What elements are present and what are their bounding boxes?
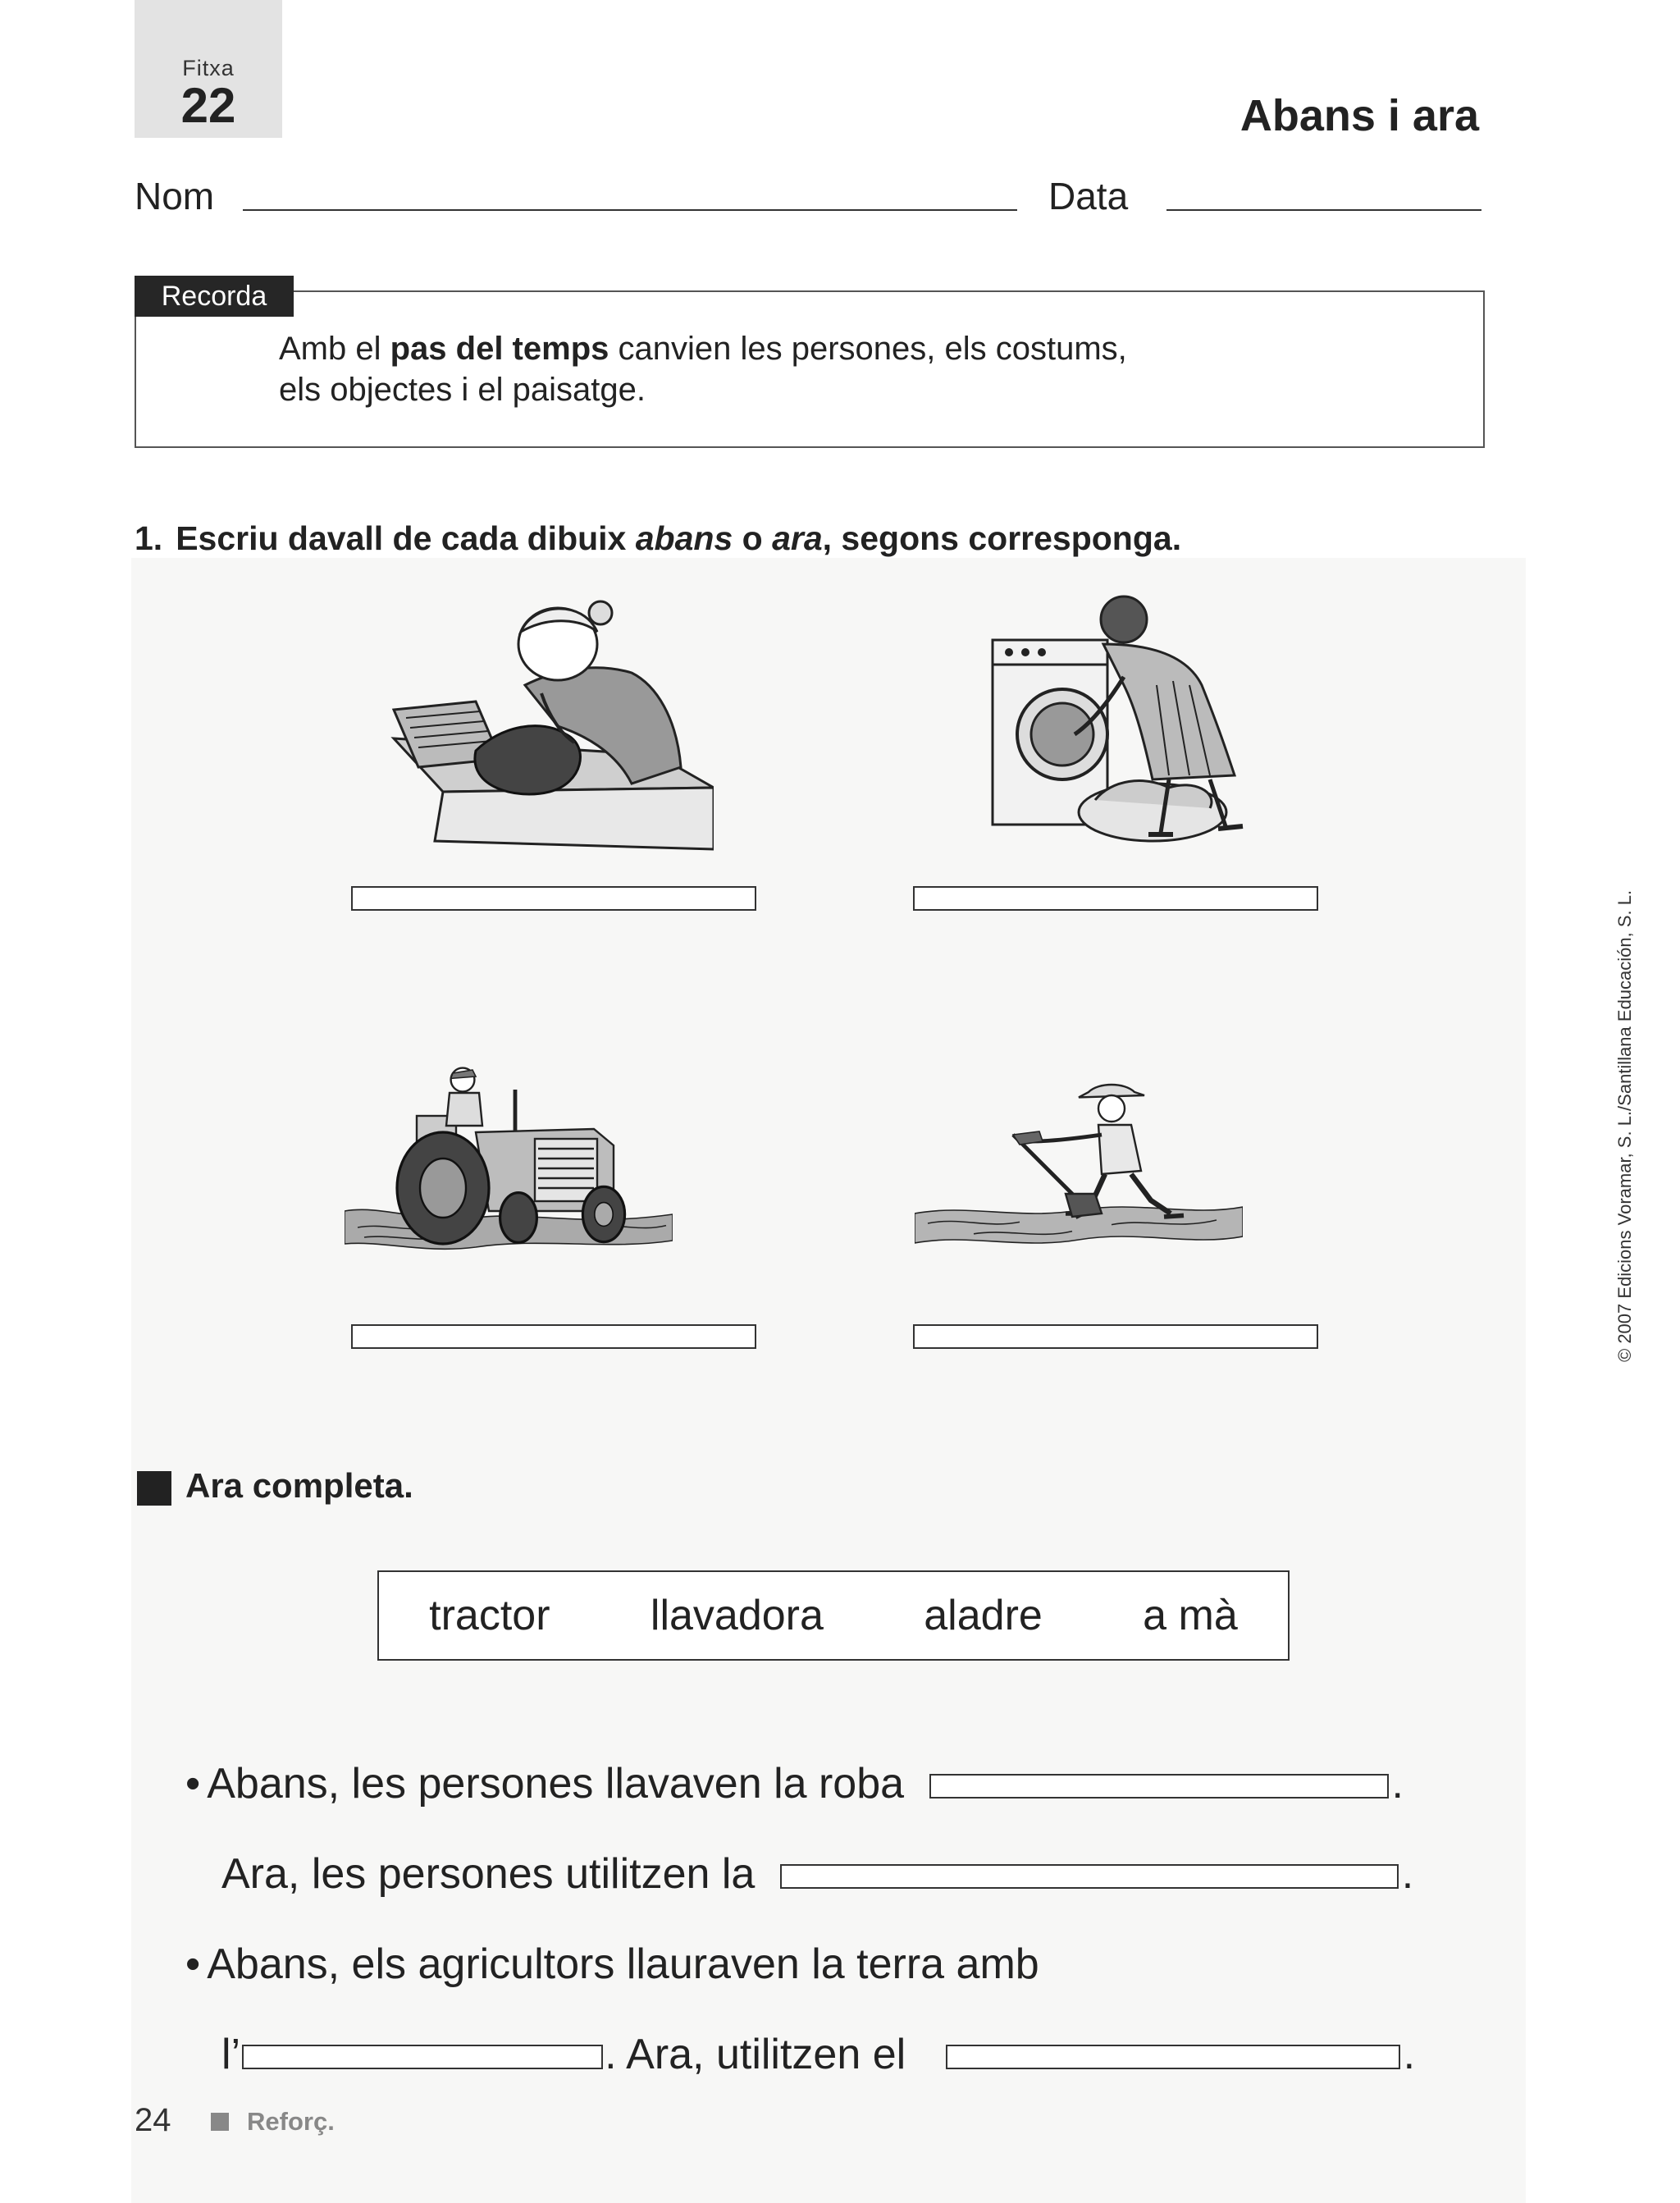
nom-label: Nom xyxy=(135,175,215,217)
blank-tractor[interactable] xyxy=(946,2045,1400,2069)
instruction-part: Escriu davall de cada dibuix xyxy=(176,519,636,557)
blank-washing-machine[interactable] xyxy=(780,1864,1399,1889)
footer-section: Reforç. xyxy=(247,2107,335,2136)
recorda-text xyxy=(279,328,1127,410)
exercise1-instruction xyxy=(135,519,1181,558)
recorda-text-line2: els objectes i el paisatge. xyxy=(279,372,646,408)
instruction-italic-abans: abans xyxy=(635,519,733,557)
word-bank xyxy=(377,1570,1290,1661)
answer-box-picture-3[interactable] xyxy=(351,1324,756,1349)
plough-icon xyxy=(915,1042,1243,1313)
hand-washing-icon xyxy=(386,595,714,866)
copyright-notice: © 2007 Edicions Voramar, S. L./Santillana Educación, S. L. xyxy=(1614,889,1635,1362)
page-title: Abans i ara xyxy=(1239,91,1479,140)
word-bank-item: tractor xyxy=(429,1592,550,1639)
page-number: 24 xyxy=(135,2102,171,2138)
tractor-icon xyxy=(345,1030,673,1300)
bullet: • xyxy=(185,1760,201,1808)
recorda-text-part: Amb el xyxy=(279,331,390,367)
fitxa-number: 22 xyxy=(180,78,236,133)
worksheet-number-badge xyxy=(135,0,282,138)
answer-box-picture-1[interactable] xyxy=(351,886,756,911)
fitxa-label: Fitxa xyxy=(182,56,235,80)
sentence-text: Ara, les persones utilitzen la xyxy=(221,1850,756,1898)
blank-washing-method[interactable] xyxy=(929,1774,1389,1799)
sentence-text: Abans, els agricultors llauraven la terra amb xyxy=(207,1940,1039,1988)
sentence-text: l’ xyxy=(221,2031,241,2078)
data-label: Data xyxy=(1048,175,1129,217)
bullet: • xyxy=(185,1940,201,1988)
period: . xyxy=(1401,1850,1414,1898)
sentence-1b xyxy=(221,1849,1413,1899)
sentence-1a xyxy=(185,1759,1404,1808)
answer-box-picture-4[interactable] xyxy=(913,1324,1318,1349)
word-bank-item: a mà xyxy=(1143,1592,1238,1639)
blank-plough[interactable] xyxy=(242,2045,603,2069)
sentence-text: Abans, les persones llavaven la roba xyxy=(207,1760,905,1808)
word-bank-item: llavadora xyxy=(650,1592,824,1639)
word-bank-item: aladre xyxy=(924,1592,1043,1639)
period: . xyxy=(1391,1760,1404,1808)
instruction-italic-ara: ara xyxy=(772,519,823,557)
footer-square-icon xyxy=(211,2113,229,2131)
washing-machine-icon xyxy=(980,595,1308,866)
instruction-part: , segons corresponga. xyxy=(822,519,1182,557)
data-field[interactable] xyxy=(1166,209,1481,211)
recorda-text-bold: pas del temps xyxy=(390,331,609,367)
recorda-tag: Recorda xyxy=(135,276,294,317)
sentence-2a xyxy=(185,1940,1039,1989)
square-bullet-icon xyxy=(137,1471,171,1506)
nom-field[interactable] xyxy=(243,209,1017,211)
exercise1-number: 1. xyxy=(135,519,163,557)
period: . xyxy=(1403,2031,1416,2078)
exercise2-instruction: Ara completa. xyxy=(185,1466,413,1505)
recorda-text-part: canvien les persones, els costums, xyxy=(609,331,1127,367)
sentence-2b xyxy=(221,2030,1415,2079)
instruction-part: o xyxy=(733,519,773,557)
sentence-text: . Ara, utilitzen el xyxy=(605,2031,906,2078)
answer-box-picture-2[interactable] xyxy=(913,886,1318,911)
